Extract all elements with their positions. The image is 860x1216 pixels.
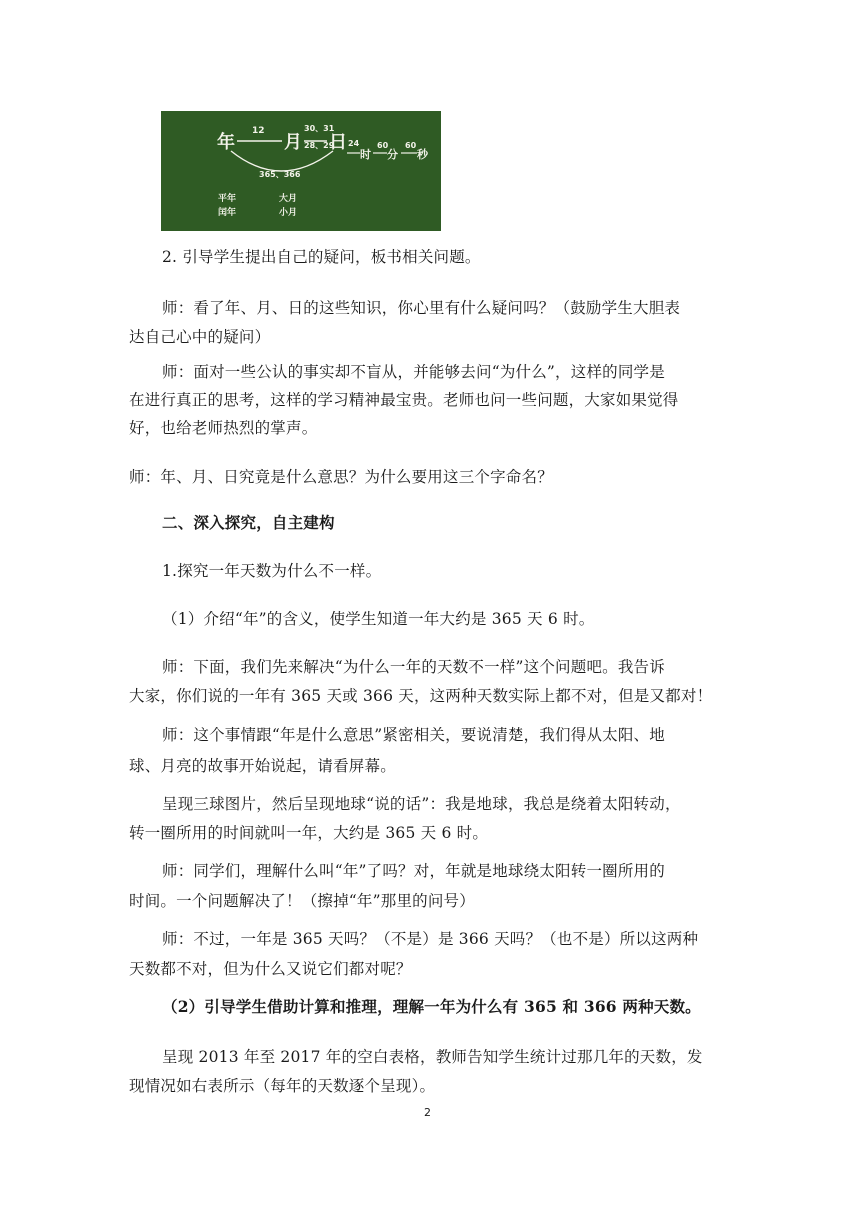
blackboard-diagram (161, 111, 441, 231)
board-minute: 分 (387, 148, 398, 161)
board-days-per-year: 365、366 (259, 170, 301, 179)
paragraph-line: 师：面对一些公认的事实却不盲从，并能够去问“为什么”，这样的同学是 (162, 363, 665, 381)
paragraph-line: 现情况如右表所示（每年的天数逐个呈现）。 (129, 1077, 436, 1095)
paragraph-line: 呈现 2013 年至 2017 年的空白表格，教师告知学生统计过那几年的天数，发 (162, 1048, 703, 1066)
board-day: 日 (329, 132, 347, 153)
blackboard-image (161, 111, 441, 231)
paragraph-line: 师：同学们，理解什么叫“年”了吗？对，年就是地球绕太阳转一圈所用的 (162, 862, 665, 880)
board-hours: 24 (348, 139, 360, 148)
board-small-month-days: 28、29 (304, 141, 335, 150)
page-number: 2 (424, 1106, 431, 1119)
board-minutes: 60 (377, 141, 389, 150)
board-small-month: 小月 (279, 208, 298, 218)
paragraph-line: 好，也给老师热烈的掌声。 (129, 419, 318, 437)
board-months-count: 12 (252, 126, 265, 136)
paragraph-line: 天数都不对，但为什么又说它们都对呢？ (129, 960, 412, 978)
paragraph-line: 球、月亮的故事开始说起，请看屏幕。 (129, 757, 396, 775)
paragraph-line: 师：下面，我们先来解决“为什么一年的天数不一样”这个问题吧。我告诉 (162, 658, 665, 676)
board-seconds: 60 (405, 141, 417, 150)
paragraph-line: 转一圈所用的时间就叫一年，大约是 365 天 6 时。 (129, 824, 489, 842)
subsection-heading: 1.探究一年天数为什么不一样。 (162, 562, 382, 580)
board-common-year: 平年 (218, 194, 237, 204)
paragraph-line: （1）介绍“年”的含义，使学生知道一年大约是 365 天 6 时。 (162, 610, 595, 628)
paragraph-line: 师：这个事情跟“年是什么意思”紧密相关，要说清楚，我们得从太阳、地 (162, 726, 665, 744)
board-second: 秒 (417, 148, 428, 161)
board-big-month-days: 30、31 (304, 124, 335, 133)
board-big-month: 大月 (279, 194, 298, 204)
paragraph-line: （2）引导学生借助计算和推理，理解一年为什么有 365 和 366 两种天数。 (162, 997, 701, 1016)
board-leap-year: 闰年 (218, 208, 237, 218)
paragraph-line: 师：看了年、月、日的这些知识，你心里有什么疑问吗？（鼓励学生大胆表 (162, 299, 681, 317)
board-year: 年 (217, 132, 235, 153)
step-2-heading: 2. 引导学生提出自己的疑问，板书相关问题。 (162, 248, 481, 266)
paragraph-line: 大家，你们说的一年有 365 天或 366 天，这两种天数实际上都不对，但是又都对！ (129, 687, 713, 705)
paragraph-line: 在进行真正的思考，这样的学习精神最宝贵。老师也问一些问题，大家如果觉得 (129, 391, 679, 409)
paragraph-line: 时间。一个问题解决了！（擦掉“年”那里的问号） (129, 892, 475, 910)
paragraph-line: 达自己心中的疑问） (129, 328, 271, 346)
section-heading: 二、深入探究，自主建构 (162, 513, 335, 532)
board-hour: 时 (360, 148, 371, 161)
board-month: 月 (284, 132, 302, 153)
paragraph-line: 师：年、月、日究竟是什么意思？为什么要用这三个字命名？ (129, 468, 553, 486)
paragraph-line: 呈现三球图片，然后呈现地球“说的话”：我是地球，我总是绕着太阳转动， (162, 795, 681, 813)
paragraph-line: 师：不过，一年是 365 天吗？（不是）是 366 天吗？（也不是）所以这两种 (162, 930, 699, 948)
